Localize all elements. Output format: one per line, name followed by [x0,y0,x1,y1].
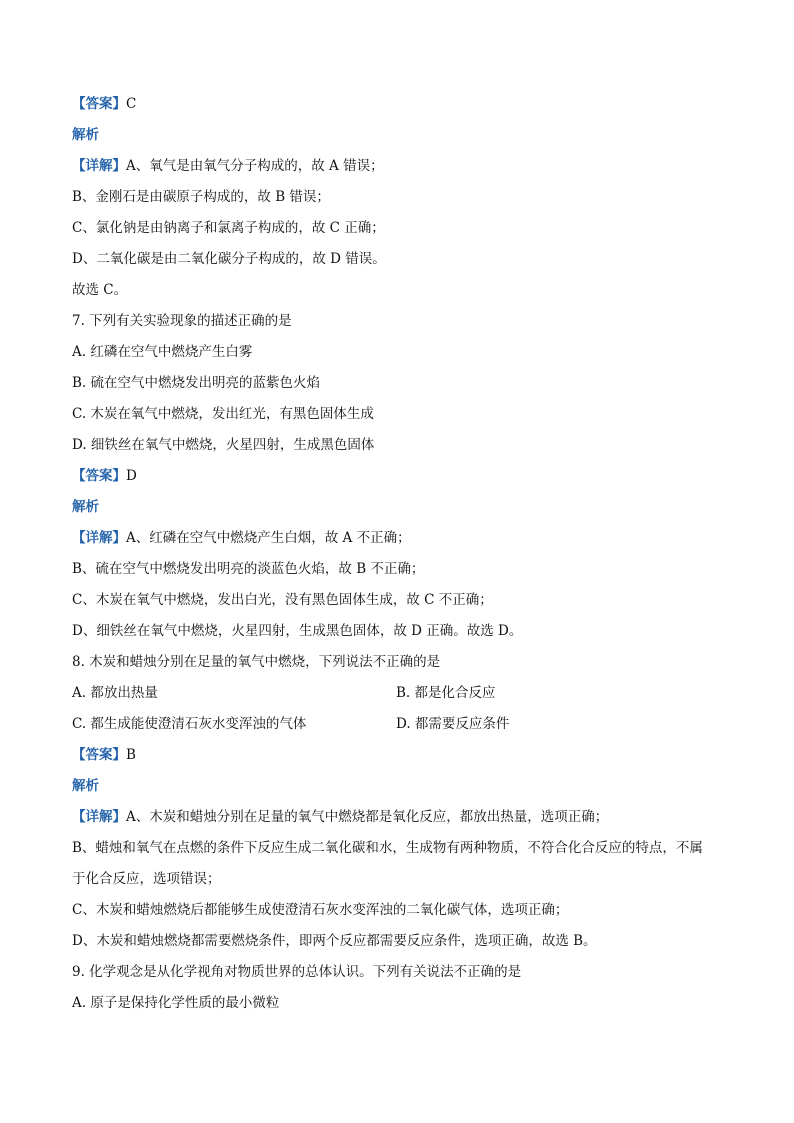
section-tag: 【详解】 [72,158,126,174]
text-line [72,900,568,920]
line-text: D、二氧化碳是由二氧化碳分子构成的，故 D 错误。 [72,251,386,267]
line-text: B. 硫在空气中燃烧发出明亮的蓝紫色火焰 [72,375,321,391]
text-line [72,156,384,176]
text-line [72,745,136,765]
line-text: B、蜡烛和氧气在点燃的条件下反应生成二氧化碳和水，生成物有两种物质，不符合化合反应的特点，不属 [72,840,703,856]
line-text: A、木炭和蜡烛分别在足量的氧气中燃烧都是氧化反应，都放出热量，选项正确； [126,809,609,825]
line-text: C、氯化钠是由钠离子和氯离子构成的，故 C 正确； [72,220,385,236]
line-text: 于化合反应，选项错误； [72,871,221,887]
line-text: 故选 C。 [72,282,128,298]
text-line [72,94,136,114]
line-text: B [126,747,136,763]
text-line [72,218,385,238]
option-right: D. 都需要反应条件 [396,716,510,732]
text-line [72,807,608,827]
text-line [72,652,440,672]
text-line [72,280,127,300]
line-text: D. 细铁丝在氧气中燃烧，火星四射，生成黑色固体 [72,437,375,453]
line-text: B、硫在空气中燃烧发出明亮的淡蓝色火焰，故 B 不正确； [72,561,425,577]
text-line [72,187,330,207]
line-text: C、木炭和蜡烛燃烧后都能够生成使澄清石灰水变浑浊的二氧化碳气体，选项正确； [72,902,569,918]
option-right: B. 都是化合反应 [396,685,496,701]
text-line [72,993,279,1013]
line-text: D、细铁丝在氧气中燃烧，火星四射，生成黑色固体，故 D 正确。故选 D。 [72,623,523,639]
text-line [72,342,252,362]
section-tag: 【答案】 [72,747,126,763]
line-text: D [126,468,137,484]
section-tag: 【详解】 [72,809,126,825]
line-text: C. 都生成能使澄清石灰水变浑浊的气体 [72,716,307,732]
section-tag: 【详解】 [72,530,126,546]
line-text: 8. 木炭和蜡烛分别在足量的氧气中燃烧，下列说法不正确的是 [72,654,441,670]
text-line [72,590,493,610]
text-line [72,404,374,424]
line-text: 9. 化学观念是从化学视角对物质世界的总体认识。下列有关说法不正确的是 [72,964,522,980]
section-tag: 【答案】 [72,96,126,112]
line-text: C、木炭在氧气中燃烧，发出白光，没有黑色固体生成，故 C 不正确； [72,592,493,608]
line-text: A、红磷在空气中燃烧产生白烟，故 A 不正确； [126,530,411,546]
text-line [72,125,99,145]
line-text: A. 都放出热量 [72,685,158,701]
text-line [72,559,424,579]
text-line [72,435,374,455]
section-tag: 解析 [72,127,99,143]
text-line [72,838,703,858]
text-line [72,683,158,703]
text-line [72,714,306,734]
line-text: C [126,96,137,112]
text-line [72,931,597,951]
text-line [72,869,221,889]
line-text: 7. 下列有关实验现象的描述正确的是 [72,313,292,329]
text-line [72,528,411,548]
text-line [72,776,99,796]
line-text: A、氧气是由氧气分子构成的，故 A 错误； [126,158,384,174]
text-line [72,497,99,517]
text-line [72,373,320,393]
line-text: B、金刚石是由碳原子构成的，故 B 错误； [72,189,330,205]
line-text: A. 红磷在空气中燃烧产生白雾 [72,344,253,360]
line-text: C. 木炭在氧气中燃烧，发出红光，有黑色固体生成 [72,406,374,422]
line-text: A. 原子是保持化学性质的最小微粒 [72,995,280,1011]
line-text: D、木炭和蜡烛燃烧都需要燃烧条件，即两个反应都需要反应条件，选项正确，故选 B。 [72,933,597,949]
text-line [72,311,292,331]
text-line [72,621,522,641]
section-tag: 解析 [72,778,99,794]
text-line [72,466,137,486]
text-line [72,962,521,982]
section-tag: 【答案】 [72,468,126,484]
text-line [72,249,386,269]
section-tag: 解析 [72,499,99,515]
